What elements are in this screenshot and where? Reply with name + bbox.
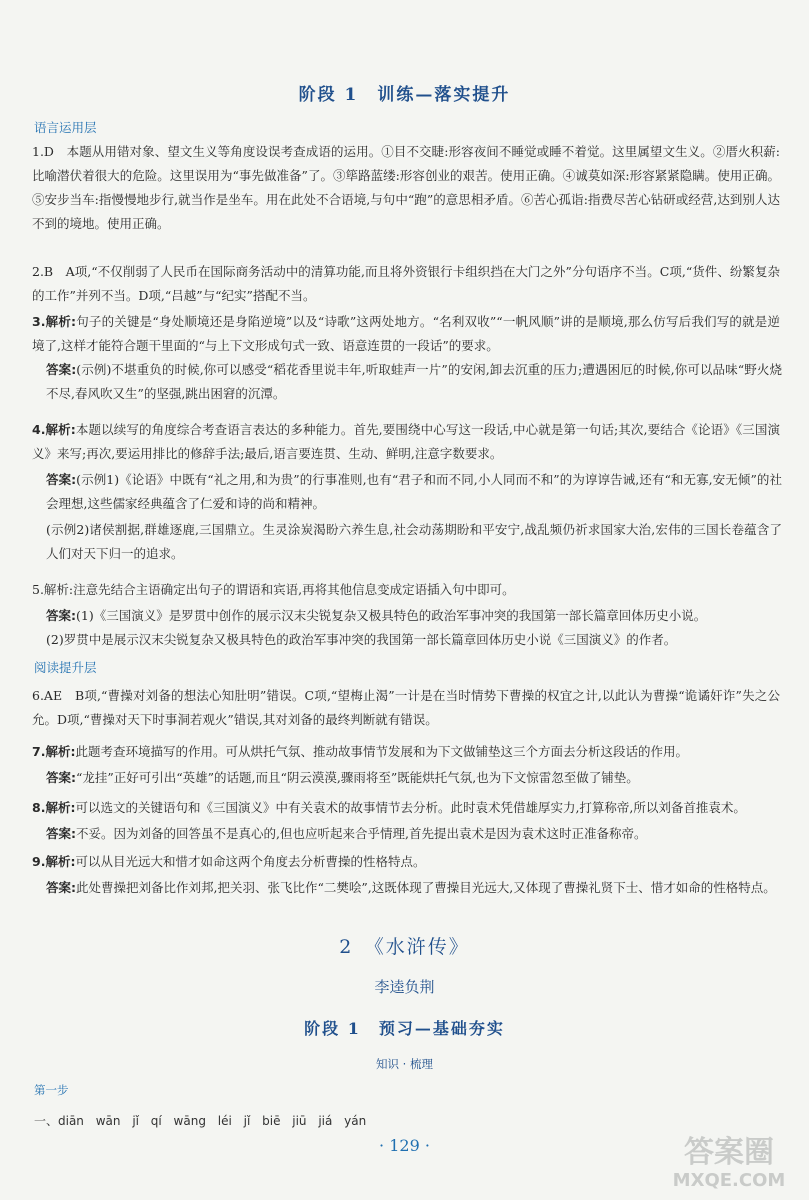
answer-item-7: 7.解析:此题考查环境描写的作用。可从烘托气氛、推动故事情节发展和为下文做铺垫这三个方面去分析这段话的作用。 (32, 744, 688, 759)
answer-item-5-answer-2: (2)罗贯中是展示汉末尖锐复杂又极具特色的政治军事冲突的我国第一部长篇章回体历史小说《三国演义》的作者。 (46, 632, 677, 647)
section-reading: 阅读提升层 (34, 660, 97, 675)
section-language-use: 语言运用层 (34, 120, 97, 135)
answer-item-3-answer: 答案:(示例)不堪重负的时候,你可以感受“稻花香里说丰年,听取蛙声一片”的安闲,卸去沉重的压力;遭遇困厄的时候,你可以品味“野火烧不尽,春风吹又生”的坚强,跳出困窘的沉潭。 (46, 362, 782, 401)
answer-item-6: 6.AE B项,“曹操对刘备的想法心知肚明”错误。C项,“望梅止渴”一计是在当时情势下曹操的权宜之计,以此认为曹操“诡谲奸诈”失之公允。D项,“曹操对天下时事洞若观火”错误,其对刘备的最终判断就有错误。 (32, 688, 780, 727)
answer-item-4-answer-1: 答案:(示例1)《论语》中既有“礼之用,和为贵”的行事准则,也有“君子和而不同,小人同而不和”的为谆谆告诫,还有“和无寡,安无倾”的社会理想,这些儒家经典蕴含了仁爱和诗的尚和精神。 (46, 472, 783, 511)
answer-item-9: 9.解析:可以从目光远大和惜才如命这两个角度去分析曹操的性格特点。 (32, 854, 426, 869)
pinyin-line: 一、diān wān jǐ qí wāng léi jǐ biē jiū jiá yán (34, 1114, 367, 1128)
answer-item-8-answer: 答案:不妥。因为刘备的回答虽不是真心的,但也应听起来合乎情理,首先提出袁术是因为袁术这时正准备称帝。 (46, 826, 647, 841)
answer-item-4-answer-2: (示例2)诸侯割据,群雄逐鹿,三国鼎立。生灵涂炭渴盼六养生息,社会动荡期盼和平安宁,战乱频仍祈求国家大治,宏伟的三国长卷蕴含了人们对天下归一的追求。 (46, 522, 782, 561)
answer-item-1: 1.D 本题从用错对象、望文生义等角度设误考查成语的运用。①目不交睫:形容夜间不睡觉或睡不着觉。这里属望文生义。②厝火积薪:比喻潜伏着很大的危险。这里误用为“事先做准备”了。③筚路蓝缕:形容创业的艰苦。使用正确。④诚莫如深:形容紧紧隐瞒。使用正确。⑤安步当车:指慢慢地步行,就当作是坐车。用在此处不合语境,与句中“跑”的意思相矛盾。⑥苦心孤诣:指费尽苦心钻研或经营,达到别人达不到的境地。使用正确。 (32, 144, 780, 231)
watermark-logo (665, 1128, 795, 1190)
knowledge-label: 知识 · 梳理 (376, 1057, 433, 1071)
answer-item-7-answer: 答案:“龙挂”正好可引出“英雄”的话题,而且“阴云漠漠,骤雨将至”既能烘托气氛,也为下文惊雷忽至做了铺垫。 (46, 770, 639, 785)
chapter-subtitle: 李逵负荆 (374, 978, 435, 996)
answer-item-5: 5.解析:注意先结合主语确定出句子的谓语和宾语,再将其他信息变成定语插入句中即可。 (32, 582, 515, 597)
stage2-title: 阶段 1 预习—基础夯实 (304, 1019, 505, 1038)
watermark-url: MXQE.COM (672, 1170, 786, 1190)
answer-item-9-answer: 答案:此处曹操把刘备比作刘邦,把关羽、张飞比作“二樊哙”,这既体现了曹操目光远大,又体现了曹操礼贤下士、惜才如命的性格特点。 (46, 880, 776, 895)
answer-item-4: 4.解析:本题以续写的角度综合考查语言表达的多种能力。首先,要围绕中心写这一段话,中心就是第一句话;其次,要结合《论语》《三国演义》来写;再次,要运用排比的修辞手法;最后,语言要连贯、生动、鲜明,注意字数要求。 (32, 422, 780, 461)
stage1-title: 阶段 1 训练—落实提升 (298, 85, 511, 105)
chapter-title: 2 《水浒传》 (339, 936, 470, 958)
step-label: 第一步 (34, 1083, 69, 1097)
answer-item-5-answer-1: 答案:(1)《三国演义》是罗贯中创作的展示汉末尖锐复杂又极具特色的政治军事冲突的我国第一部长篇章回体历史小说。 (46, 608, 707, 623)
page-number: · 129 · (379, 1136, 430, 1155)
answer-item-8: 8.解析:可以选文的关键语句和《三国演义》中有关袁术的故事情节去分析。此时袁术凭借雄厚实力,打算称帝,所以刘备首推袁术。 (32, 800, 746, 815)
answer-item-3: 3.解析:句子的关键是“身处顺境还是身陷逆境”以及“诗歌”这两处地方。“名利双收”“一帆风顺”讲的是顺境,那么仿写后我们写的就是逆境了,这样才能符合题干里面的“与上下文形成句式一致、语意连贯的一段话”的要求。 (32, 314, 780, 353)
watermark-text: 答案圈 (684, 1135, 774, 1170)
answer-item-2: 2.B A项,“不仅削弱了人民币在国际商务活动中的清算功能,而且将外资银行卡组织挡在大门之外”分句语序不当。C项,“货件、纷繁复杂的工作”并列不当。D项,“吕越”与“纪实”搭配不当。 (32, 264, 780, 303)
